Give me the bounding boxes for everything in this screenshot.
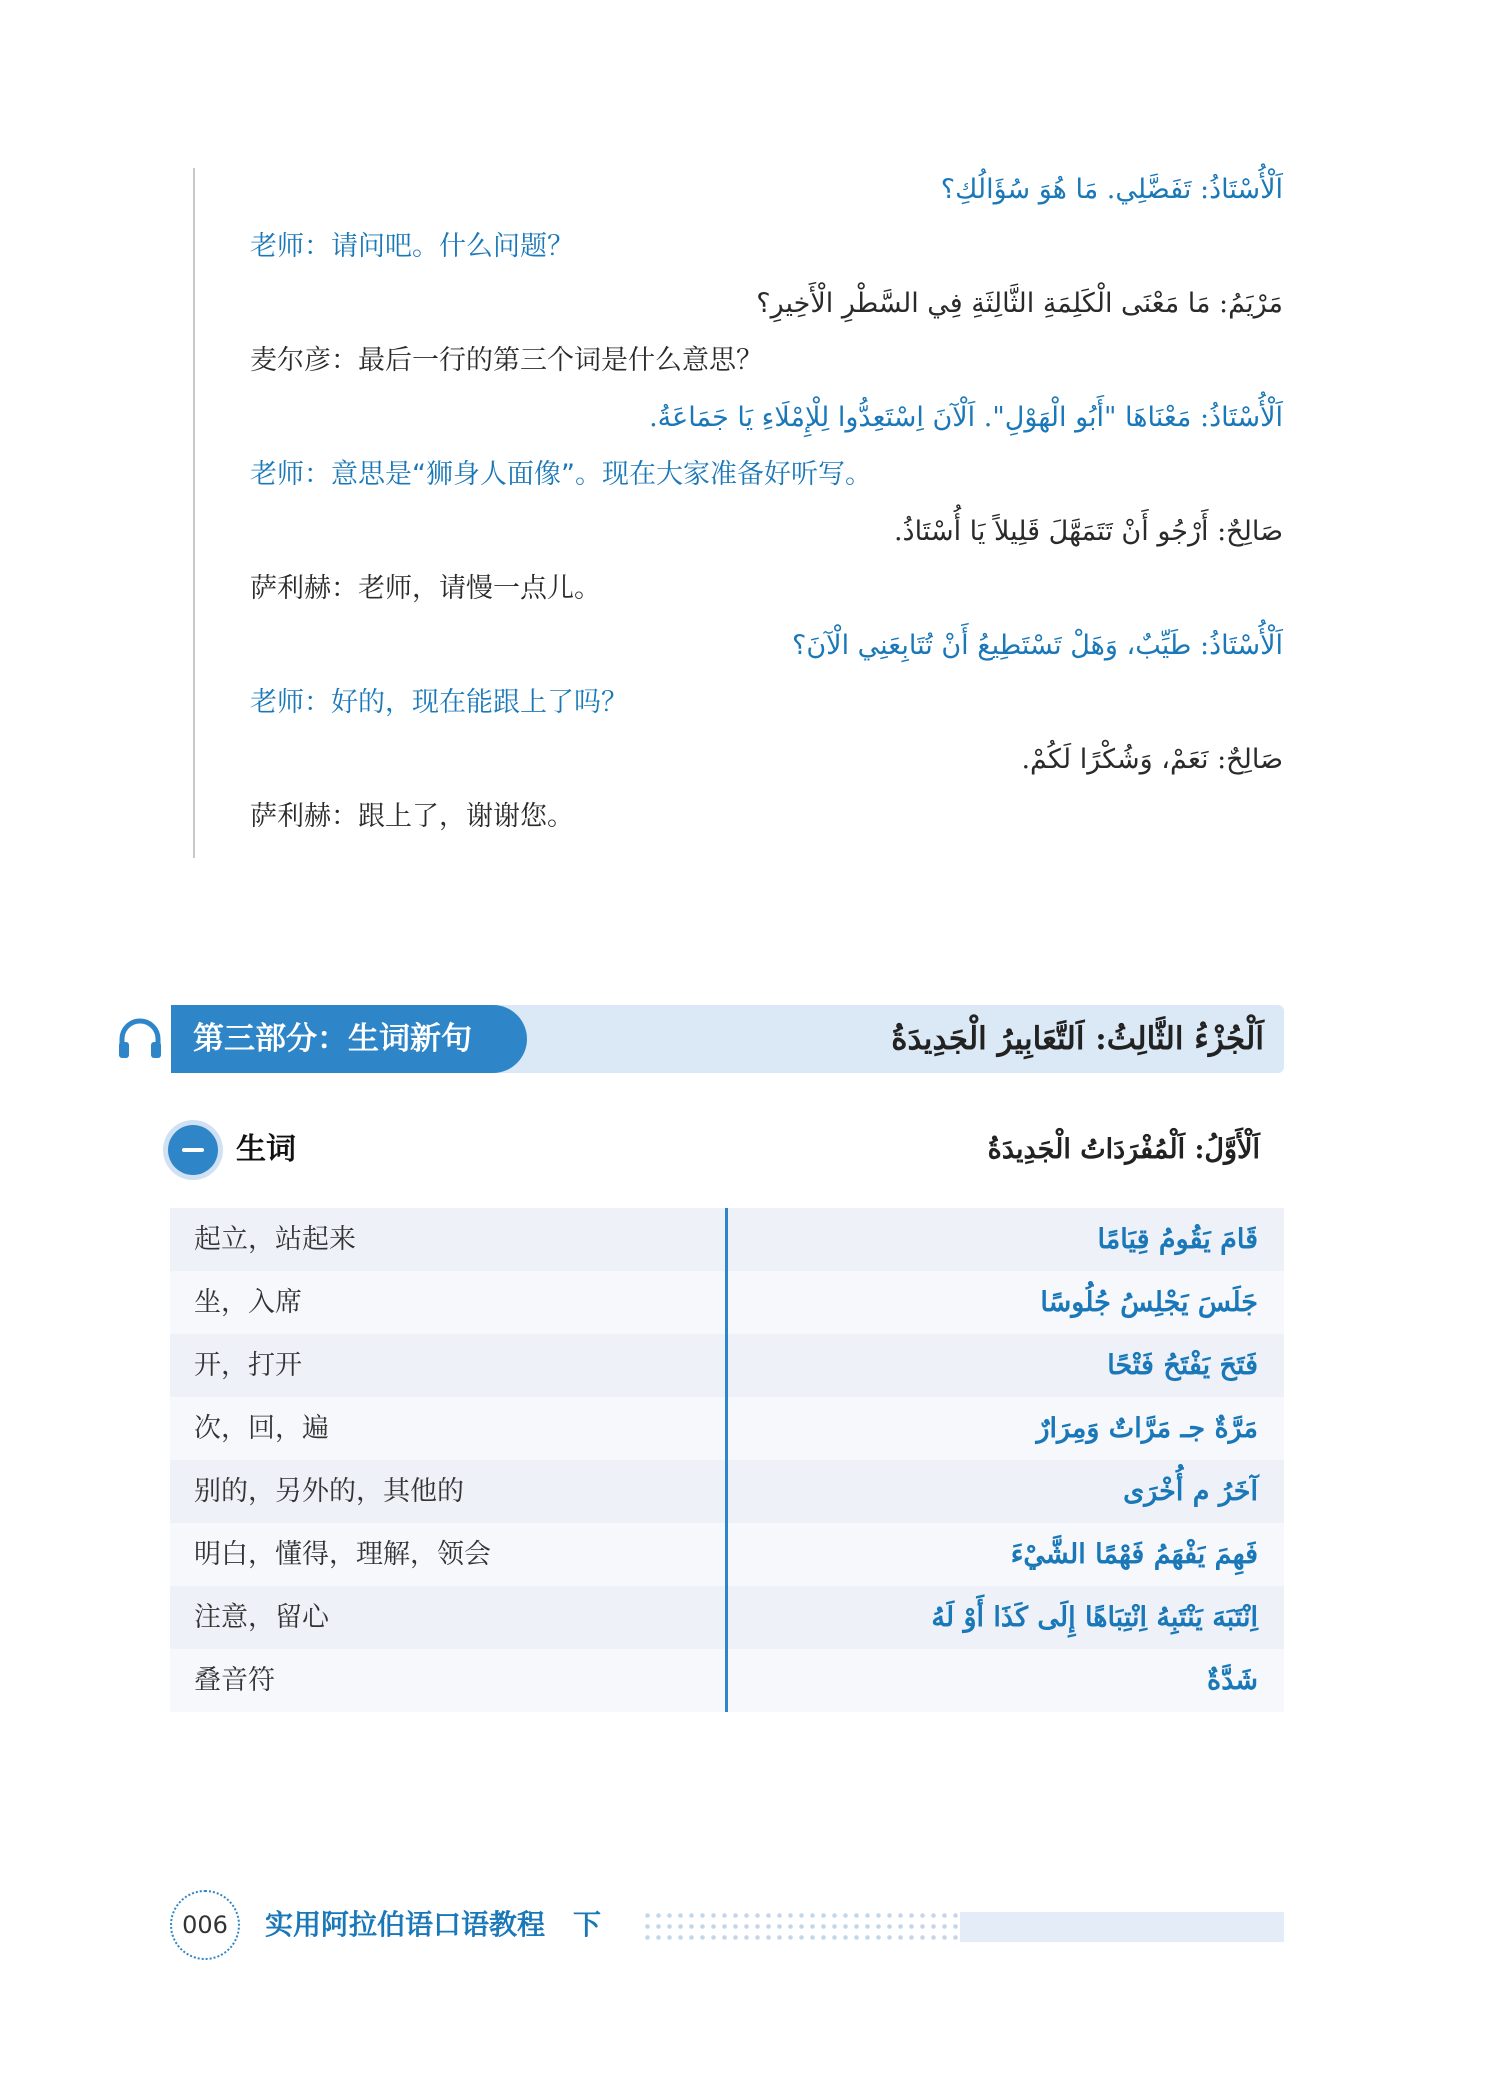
subsection-title-zh: 生词	[236, 1132, 296, 1167]
vocab-ar: جَلَسَ يَجْلِسُ جُلُوسًا	[1040, 1287, 1258, 1318]
dialogue-line-zh: 萨利赫：跟上了，谢谢您。	[250, 801, 574, 832]
section-title-zh: 第三部分：生词新句	[171, 1005, 527, 1073]
vocab-column-divider	[725, 1208, 728, 1712]
dialogue-line-zh: 老师：请问吧。什么问题？	[250, 231, 574, 262]
dialogue-line-zh: 老师：好的，现在能跟上了吗？	[250, 687, 628, 718]
dialogue-line-zh: 老师：意思是“狮身人面像”。现在大家准备好听写。	[250, 459, 872, 490]
dialogue-line-ar: اَلْأُسْتَاذُ: مَعْنَاهَا "أَبُو الْهَوْلِ". اَلْآنَ اِسْتَعِدُّوا لِلْإِمْلَاءِ يَا جَمَاعَةُ.	[649, 402, 1283, 433]
vocab-zh: 别的，另外的，其他的	[194, 1476, 464, 1507]
dialogue-line-ar: مَرْيَمُ: مَا مَعْنَى الْكَلِمَةِ الثَّالِثَةِ فِي السَّطْرِ الْأَخِيرِ؟	[756, 288, 1283, 319]
vocab-zh: 明白，懂得，理解，领会	[194, 1539, 491, 1570]
section-title-ar: اَلْجُزْءُ الثَّالِثُ: اَلتَّعَابِيرُ الْجَدِيدَةُ	[891, 1021, 1264, 1057]
vocabulary-table	[170, 1208, 1284, 1712]
vocab-ar: مَرَّةٌ جـ مَرَّاتٌ وَمِرَارٌ	[1036, 1413, 1258, 1444]
dialogue-line-zh: 麦尔彦：最后一行的第三个词是什么意思？	[250, 345, 763, 376]
dialogue-block	[193, 168, 1283, 858]
vocab-ar: فَهِمَ يَفْهَمُ فَهْمًا الشَّيْءَ	[1010, 1539, 1258, 1570]
vocab-zh: 起立，站起来	[194, 1224, 356, 1255]
page-number: 006	[170, 1890, 240, 1960]
vocab-ar: قَامَ يَقُومُ قِيَامًا	[1097, 1224, 1258, 1255]
vocab-ar: شَدَّةٌ	[1207, 1665, 1258, 1696]
dialogue-line-ar: اَلْأُسْتَاذُ: تَفَضَّلِي. مَا هُوَ سُؤَالُكِ؟	[940, 174, 1283, 205]
vocab-zh: 注意，留心	[194, 1602, 329, 1633]
vocab-zh: 坐，入席	[194, 1287, 302, 1318]
footer-book-title: 实用阿拉伯语口语教程 下	[265, 1908, 602, 1941]
vocab-ar: اِنْتَبَهَ يَنْتَبِهُ اِنْتِبَاهًا إِلَى كَذَا أَوْ لَهُ	[931, 1602, 1258, 1633]
vocab-zh: 叠音符	[194, 1665, 275, 1696]
dialogue-line-ar: اَلْأُسْتَاذُ: طَيِّبٌ، وَهَلْ تَسْتَطِيعُ أَنْ تُتَابِعَنِي الْآنَ؟	[792, 630, 1283, 661]
vocab-ar: آخَرُ م أُخْرَى	[1123, 1476, 1258, 1507]
vocab-zh: 开，打开	[194, 1350, 302, 1381]
footer-bar	[960, 1912, 1284, 1942]
dialogue-line-ar: صَالِحٌ: أَرْجُو أَنْ تَتَمَهَّلَ قَلِيلاً يَا أُسْتَاذُ.	[893, 516, 1283, 547]
vocab-ar: فَتَحَ يَفْتَحُ فَتْحًا	[1107, 1350, 1258, 1381]
dialogue-line-zh: 萨利赫：老师，请慢一点儿。	[250, 573, 601, 604]
minus-icon	[168, 1125, 218, 1175]
dialogue-line-ar: صَالِحٌ: نَعَمْ، وَشُكْرًا لَكُمْ.	[1021, 744, 1283, 775]
headphone-icon	[116, 1015, 164, 1063]
dialogue-rule	[193, 168, 195, 858]
section-header	[116, 1005, 1284, 1073]
vocab-zh: 次，回，遍	[194, 1413, 329, 1444]
subsection-title-ar: اَلْأَوَّلُ: اَلْمُفْرَدَاتُ الْجَدِيدَةُ	[987, 1134, 1260, 1165]
